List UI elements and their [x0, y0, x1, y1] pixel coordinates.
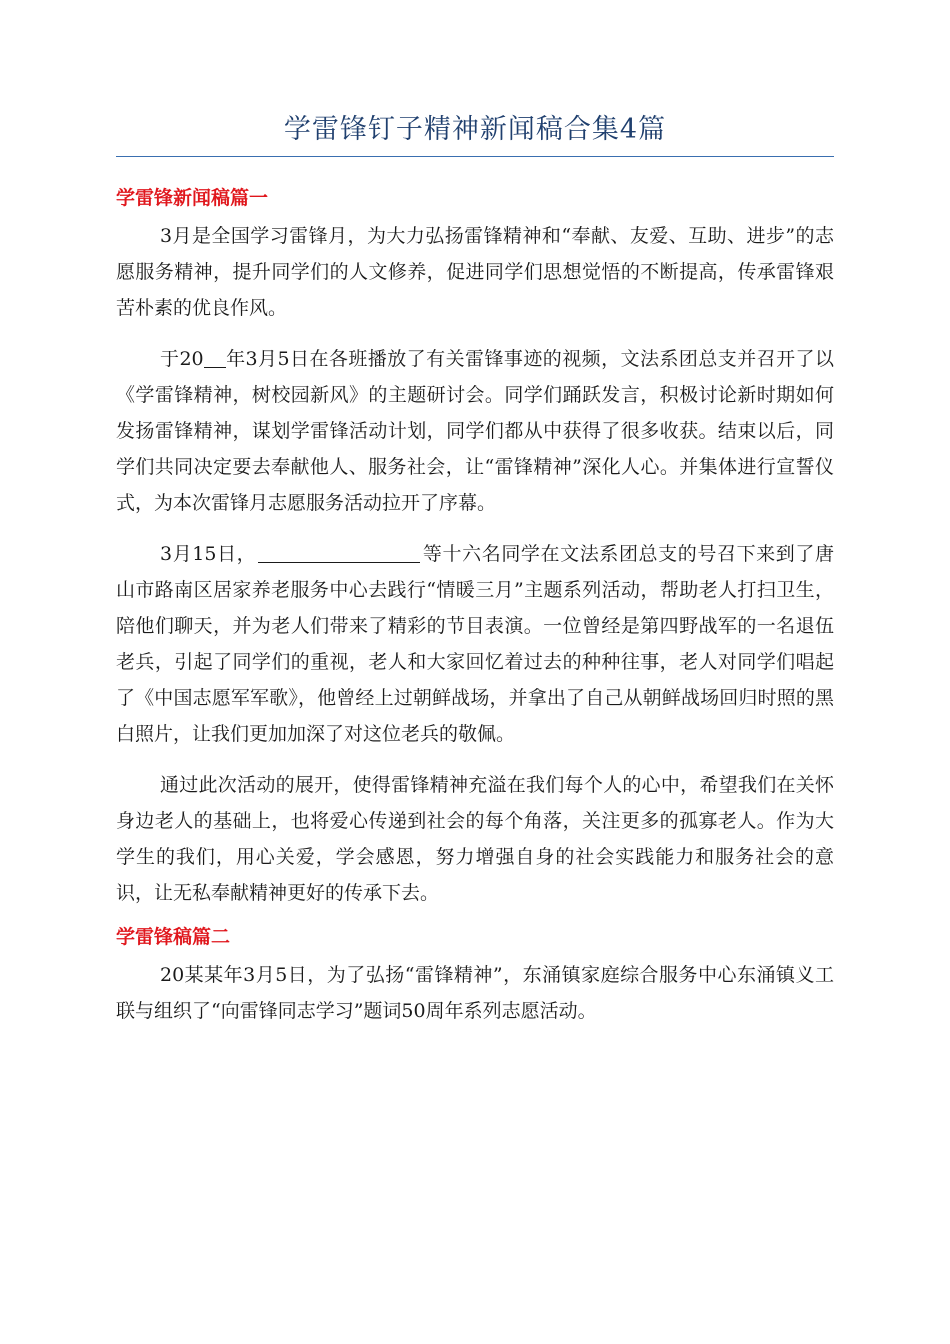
title-divider — [116, 156, 834, 157]
paragraph-4: 通过此次活动的展开，使得雷锋精神充溢在我们每个人的心中，希望我们在关怀身边老人的基础上，也将爱心传递到社会的每个角落，关注更多的孤寡老人。作为大学生的我们，用心关爱，学会感恩，努力增强自身的社会实践能力和服务社会的意识，让无私奉献精神更好的传承下去。 — [116, 774, 834, 904]
document-page — [116, 0, 834, 1029]
section-heading-2: 学雷锋稿篇二 — [116, 926, 231, 948]
section-heading-1: 学雷锋新闻稿篇一 — [116, 187, 269, 209]
document-title: 学雷锋钉子精神新闻稿合集4篇 — [283, 114, 667, 145]
paragraph-3 — [116, 536, 834, 752]
paragraph-1: 3月是全国学习雷锋月，为大力弘扬雷锋精神和“奉献、友爱、互助、进步”的志愿服务精神，提升同学们的人文修养，促进同学们思想觉悟的不断提高，传承雷锋艰苦朴素的优良作风。 — [116, 225, 834, 319]
paragraph-3-after: 等十六名同学在文法系团总支的号召下来到了唐山市路南区居家养老服务中心去践行“情暖三月”主题系列活动，帮助老人打扫卫生，陪他们聊天，并为老人们带来了精彩的节目表演。一位曾经是第四野战军的一名退伍老兵，引起了同学们的重视，老人和大家回忆着过去的种种往事，老人对同学们唱起了《中国志愿军军歌》，他曾经上过朝鲜战场，并拿出了自己从朝鲜战场回归时照的黑白照片，让我们更加加深了对这位老兵的敬佩。 — [116, 543, 834, 745]
year-blank — [204, 345, 226, 368]
paragraph-3-before: 3月15日， — [160, 543, 257, 565]
paragraph-2 — [116, 341, 834, 521]
paragraph-2-after: 年3月5日在各班播放了有关雷锋事迹的视频，文法系团总支并召开了以《学雷锋精神，树校园新风》的主题研讨会。同学们踊跃发言，积极讨论新时期如何发扬雷锋精神，谋划学雷锋活动计划，同学们都从中获得了很多收获。结束以后，同学们共同决定要去奉献他人、服务社会，让“雷锋精神”深化人心。并集体进行宣誓仪式，为本次雷锋月志愿服务活动拉开了序幕。 — [116, 348, 834, 514]
paragraph-2-before: 于20 — [160, 348, 204, 370]
paragraph-5: 20某某年3月5日，为了弘扬“雷锋精神”，东涌镇家庭综合服务中心东涌镇义工联与组织了“向雷锋同志学习”题词50周年系列志愿活动。 — [116, 964, 834, 1022]
names-blank — [258, 540, 420, 563]
